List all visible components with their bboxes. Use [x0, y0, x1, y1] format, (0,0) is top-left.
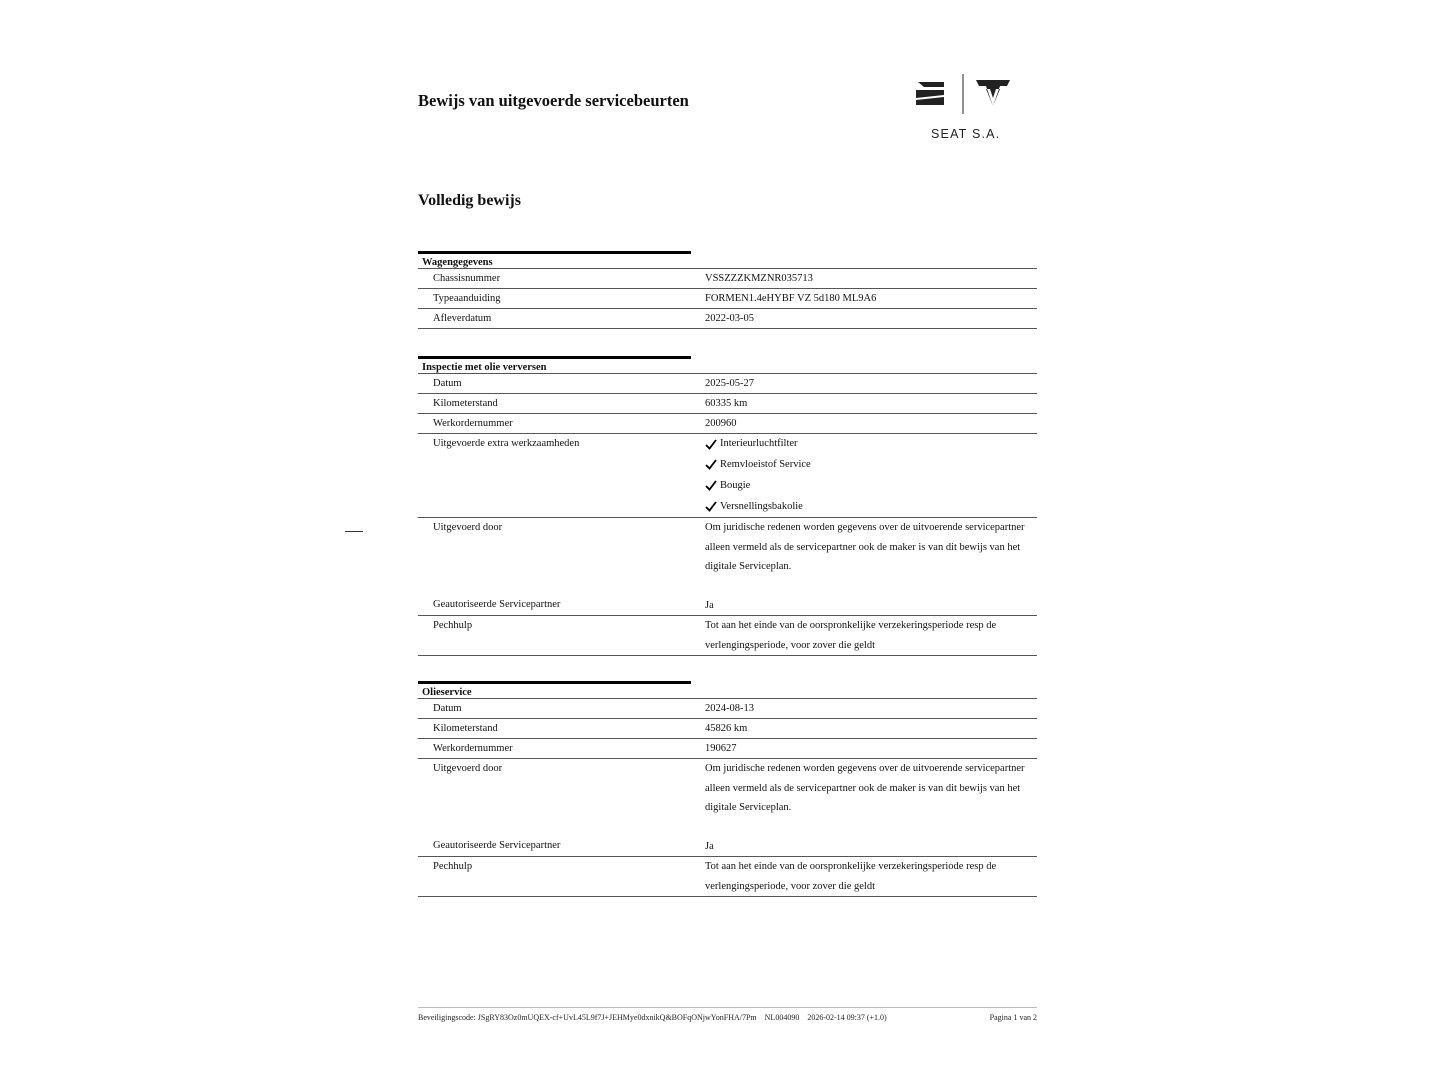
- row-value: Tot aan het einde van de oorspronkelijke verzekeringsperiode resp de verlengingsperiode, voor zover die geldt: [705, 620, 997, 651]
- inspection-section: [418, 356, 1037, 656]
- row-label: Afleverdatum: [433, 313, 492, 324]
- row-label: Typeaanduiding: [433, 293, 501, 304]
- table-row: [418, 268, 1037, 288]
- row-value: 190627: [705, 743, 737, 754]
- row-value: VSSZZZKMZNR035713: [705, 273, 813, 284]
- document-subtitle: Volledig bewijs: [418, 192, 521, 209]
- table-row: [418, 288, 1037, 308]
- row-label: Uitgevoerde extra werkzaamheden: [433, 438, 580, 449]
- extra-work-label: Versnellingsbakolie: [720, 500, 803, 512]
- margin-mark: [345, 531, 363, 532]
- security-code: JSgRY83Oz0mUQEX-cf+UvL45L9f7J+JEHMye0dxnikQ&BOFqONjwYonFHA/7Pm: [477, 1013, 757, 1022]
- section-heading: Olieservice: [418, 681, 691, 698]
- dealer-number: NL004090: [764, 1013, 800, 1022]
- generated-timestamp: 2026-02-14 09:37 (+1.0): [807, 1013, 887, 1022]
- row-label: [418, 518, 691, 615]
- row-label: Chassisnummer: [433, 273, 501, 284]
- row-label: Datum: [433, 703, 462, 714]
- extra-work-list: [691, 434, 1037, 517]
- page-footer: [418, 1007, 1037, 1022]
- performed-by-text: Om juridische redenen worden gegevens over de uitvoerende servicepartner alleen vermeld als de servicepartner ook de maker is van dit bewijs van het digitale Serviceplan.: [705, 522, 1025, 572]
- extra-work-label: Bougie: [720, 479, 751, 491]
- checkmark-icon: [705, 439, 717, 450]
- oil-service-section: [418, 681, 1037, 897]
- row-label: Kilometerstand: [433, 398, 498, 409]
- list-item: [705, 434, 1037, 454]
- row-label: Werkordernummer: [433, 743, 513, 754]
- row-value: Tot aan het einde van de oorspronkelijke verzekeringsperiode resp de verlengingsperiode, voor zover die geldt: [705, 861, 997, 892]
- security-code-label: Beveiligingscode:: [418, 1013, 476, 1022]
- table-row: [418, 393, 1037, 413]
- row-value: 200960: [705, 418, 737, 429]
- row-label: Kilometerstand: [433, 723, 498, 734]
- performed-by-text: Om juridische redenen worden gegevens over de uitvoerende servicepartner alleen vermeld als de servicepartner ook de maker is van dit bewijs van het digitale Serviceplan.: [705, 763, 1025, 813]
- table-row: [418, 738, 1037, 758]
- list-item: [705, 454, 1037, 475]
- table-row: [418, 433, 1037, 517]
- performed-by-label: Uitgevoerd door: [433, 763, 503, 774]
- list-item: [705, 475, 1037, 496]
- table-row: [418, 308, 1037, 329]
- table-row: [418, 615, 1037, 656]
- row-label: [418, 759, 691, 856]
- checkmark-icon: [705, 501, 717, 512]
- checkmark-icon: [705, 459, 717, 470]
- row-value: [691, 518, 1037, 615]
- section-heading: Inspectie met olie verversen: [418, 356, 691, 373]
- table-row: [418, 718, 1037, 738]
- table-row: [418, 758, 1037, 856]
- footer-security: [418, 1013, 887, 1022]
- authorized-partner-label: Geautoriseerde Servicepartner: [433, 840, 561, 851]
- section-heading: Wagengegevens: [418, 251, 691, 268]
- table-row: [418, 413, 1037, 433]
- row-value: 45826 km: [705, 723, 748, 734]
- row-value: 2025-05-27: [705, 378, 754, 389]
- row-label: Pechhulp: [433, 861, 473, 872]
- authorized-partner-label: Geautoriseerde Servicepartner: [433, 599, 561, 610]
- page-number: Pagina 1 van 2: [989, 1013, 1037, 1022]
- row-label: Werkordernummer: [433, 418, 513, 429]
- authorized-partner-value: Ja: [705, 840, 714, 852]
- extra-work-label: Interieurluchtfilter: [720, 438, 798, 450]
- page-title: Bewijs van uitgevoerde servicebeurten: [418, 91, 689, 110]
- company-name: SEAT S.A.: [931, 127, 1001, 141]
- list-item: [705, 496, 1037, 517]
- row-value: 60335 km: [705, 398, 748, 409]
- row-value: 2024-08-13: [705, 703, 754, 714]
- table-row: [418, 517, 1037, 615]
- authorized-partner-value: Ja: [705, 599, 714, 611]
- row-label: Datum: [433, 378, 462, 389]
- table-row: [418, 373, 1037, 393]
- vehicle-section: [418, 251, 1037, 329]
- row-value: 2022-03-05: [705, 313, 754, 324]
- performed-by-label: Uitgevoerd door: [433, 522, 503, 533]
- row-label: Pechhulp: [433, 620, 473, 631]
- checkmark-icon: [705, 480, 717, 491]
- row-value: FORMEN1.4eHYBF VZ 5d180 ML9A6: [705, 293, 877, 304]
- extra-work-label: Remvloeistof Service: [720, 458, 811, 470]
- table-row: [418, 698, 1037, 718]
- row-value: [691, 759, 1037, 856]
- table-row: [418, 856, 1037, 897]
- seat-cupra-logo-icon: [910, 70, 1020, 120]
